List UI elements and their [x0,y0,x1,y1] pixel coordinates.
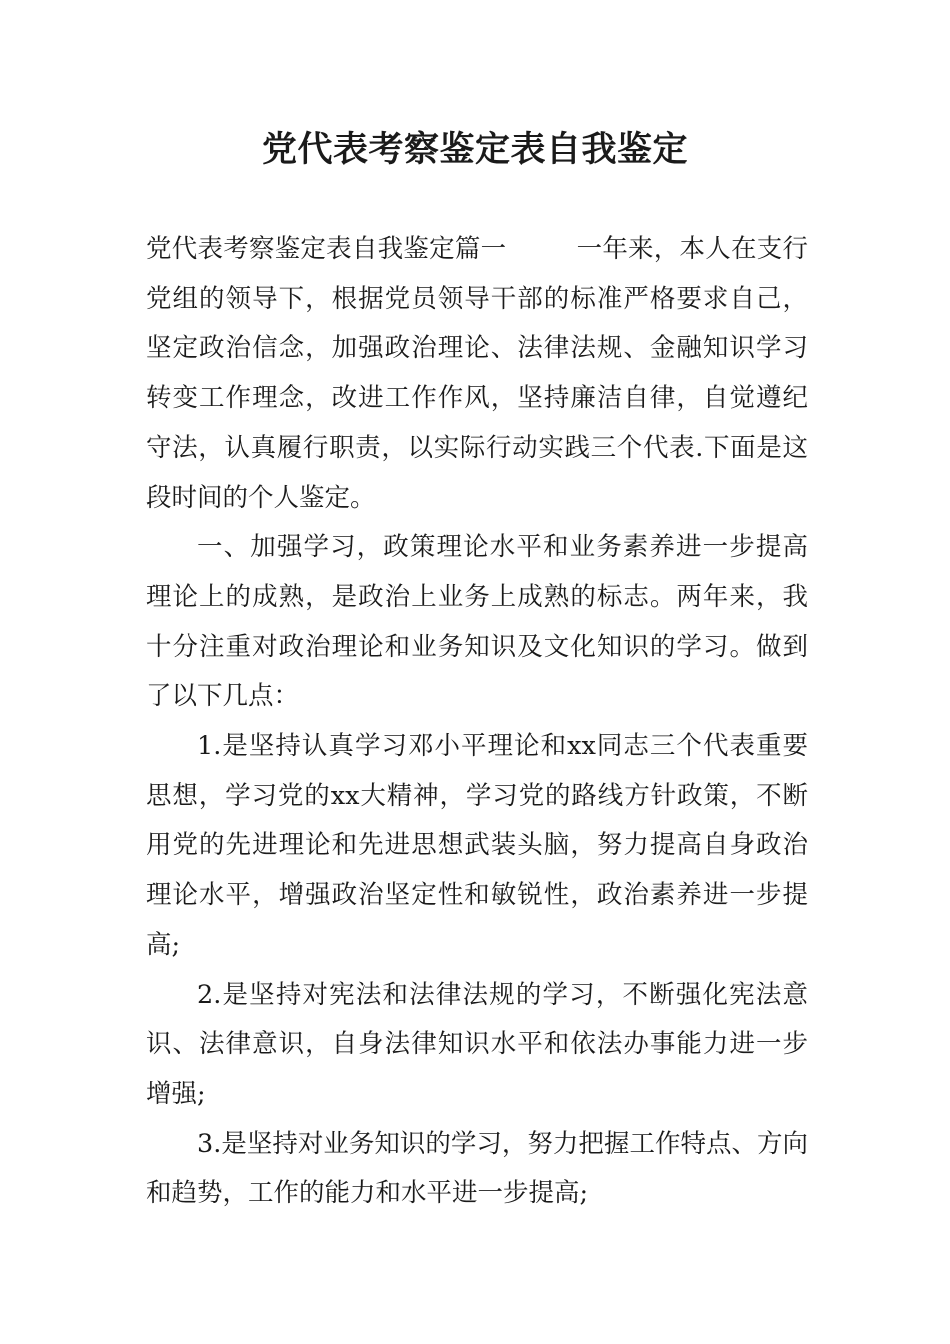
paragraph-section-one: 一、加强学习，政策理论水平和业务素养进一步提高理论上的成熟，是政治上业务上成熟的标志。两年来，我十分注重对政治理论和业务知识及文化知识的学习。做到了以下几点： [146,532,808,712]
document-title: 党代表考察鉴定表自我鉴定 [261,130,688,170]
paragraph-point-three: 3.是坚持对业务知识的学习，努力把握工作特点、方向和趋势，工作的能力和水平进一步提高; [146,1128,808,1209]
intro-text: 一年来，本人在支行党组的领导下，根据党员领导干部的标准严格要求自己，坚定政治信念，加强政治理论、法律法规、金融知识学习转变工作理念，改进工作作风，坚持廉洁自律，自觉遵纪守法，认真履行职责，以实际行动实践三个代表.下面是这段时间的个人鉴定。 [146,234,808,513]
document-body [146,225,808,1219]
paragraph-point-one: 1.是坚持认真学习邓小平理论和xx同志三个代表重要思想，学习党的xx大精神，学习党的路线方针政策，不断用党的先进理论和先进思想武装头脑，努力提高自身政治理论水平，增强政治坚定性和敏锐性，政治素养进一步提高; [146,731,808,960]
intro-paragraph [146,225,808,523]
paragraph-point-two: 2.是坚持对宪法和法律法规的学习，不断强化宪法意识、法律意识，自身法律知识水平和依法办事能力进一步增强; [146,979,808,1109]
intro-heading: 党代表考察鉴定表自我鉴定篇一 [146,234,507,264]
